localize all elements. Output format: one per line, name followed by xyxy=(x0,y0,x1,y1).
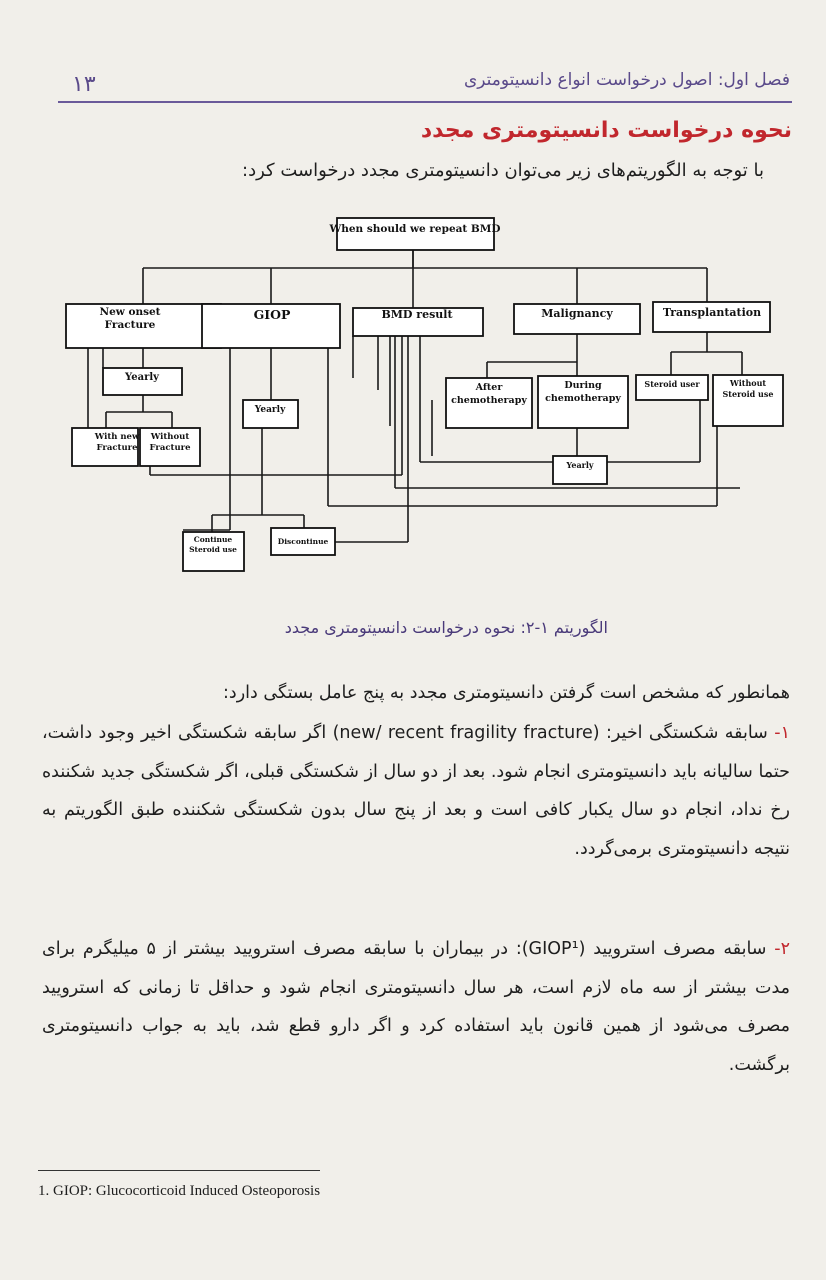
after-chemo-label-2: chemotherapy xyxy=(451,395,527,406)
with-new-fracture-label-2: Fracture xyxy=(96,443,138,453)
list-item xyxy=(42,930,790,1084)
item-text: سابقه شکستگی اخیر: (new/ recent fragility fracture) اگر سابقه شکستگی اخیر وجود داشت، حتما سالیانه باید دانسیتومتری انجام شود. بعد از دو سال از شکستگی قبلی، اگر شکستگی جدید شکننده رخ نداد، انجام دو سال یکبار کافی است و بعد از پنج سال بدون شکستگی شکننده طبق الگوریتم به نتیجه دانسیتومتری برمی‌گردد. xyxy=(42,723,790,859)
without-steroid-label-1: Without xyxy=(729,378,767,388)
giop-label: GIOP xyxy=(253,307,291,322)
steroid-user-label: Steroid user xyxy=(644,379,700,389)
without-fracture-label-1: Without xyxy=(150,432,190,442)
continue-label-1: Continue xyxy=(193,535,233,544)
giop-yearly-label: Yearly xyxy=(254,405,286,415)
during-chemo-label-2: chemotherapy xyxy=(545,393,621,404)
intro-text: با توجه به الگوریتم‌های زیر می‌توان دانسیتومتری مجدد درخواست کرد: xyxy=(242,160,764,181)
continue-label-2: Steroid use xyxy=(189,545,237,554)
root-label: When should we repeat BMD xyxy=(329,223,501,235)
item-number: ۱- xyxy=(774,723,790,743)
with-new-fracture-label-1: With new xyxy=(94,432,140,442)
list-item xyxy=(42,714,790,868)
chemo-yearly-label: Yearly xyxy=(566,460,594,470)
fracture-yearly-label: Yearly xyxy=(125,372,159,383)
running-head: فصل اول: اصول درخواست انواع دانسیتومتری xyxy=(463,70,790,90)
new-onset-label-1: New onset xyxy=(99,306,161,318)
without-steroid-label-2: Steroid use xyxy=(722,389,774,399)
footnote: 1. GIOP: Glucocorticoid Induced Osteoporosis xyxy=(38,1183,321,1199)
section-title: نحوه درخواست دانسیتومتری مجدد xyxy=(420,118,792,143)
page-number: ۱۳ xyxy=(72,72,96,97)
lead-paragraph: همانطور که مشخص است گرفتن دانسیتومتری مجدد به پنج عامل بستگی دارد: xyxy=(223,683,790,703)
discontinue-label: Discontinue xyxy=(277,537,329,546)
after-chemo-label-1: After xyxy=(475,382,503,393)
item-text: سابقه مصرف استرویید (GIOP¹): در بیماران با سابقه مصرف استرویید بیشتر از ۵ میلیگرم برای مدت بیشتر از سه ماه لازم است، هر سال دانسیتومتری انجام شود و حداقل تا زمانی که استرویید مصرف می‌شود از همین قانون باید استفاده کرد و اگر دارو قطع شد، باید به جواب دانسیتومتری برگشت. xyxy=(42,939,790,1075)
transplantation-label: Transplantation xyxy=(662,306,762,319)
new-onset-label-2: Fracture xyxy=(104,319,156,331)
bmd-result-label: BMD result xyxy=(381,308,453,321)
item-number: ۲- xyxy=(774,939,790,959)
malignancy-label: Malignancy xyxy=(541,307,613,320)
figure-caption: الگوریتم ۱-۲: نحوه درخواست دانسیتومتری مجدد xyxy=(284,618,608,637)
footnote-rule xyxy=(38,1170,320,1171)
during-chemo-label-1: During xyxy=(564,380,602,391)
without-fracture-label-2: Fracture xyxy=(149,443,191,453)
